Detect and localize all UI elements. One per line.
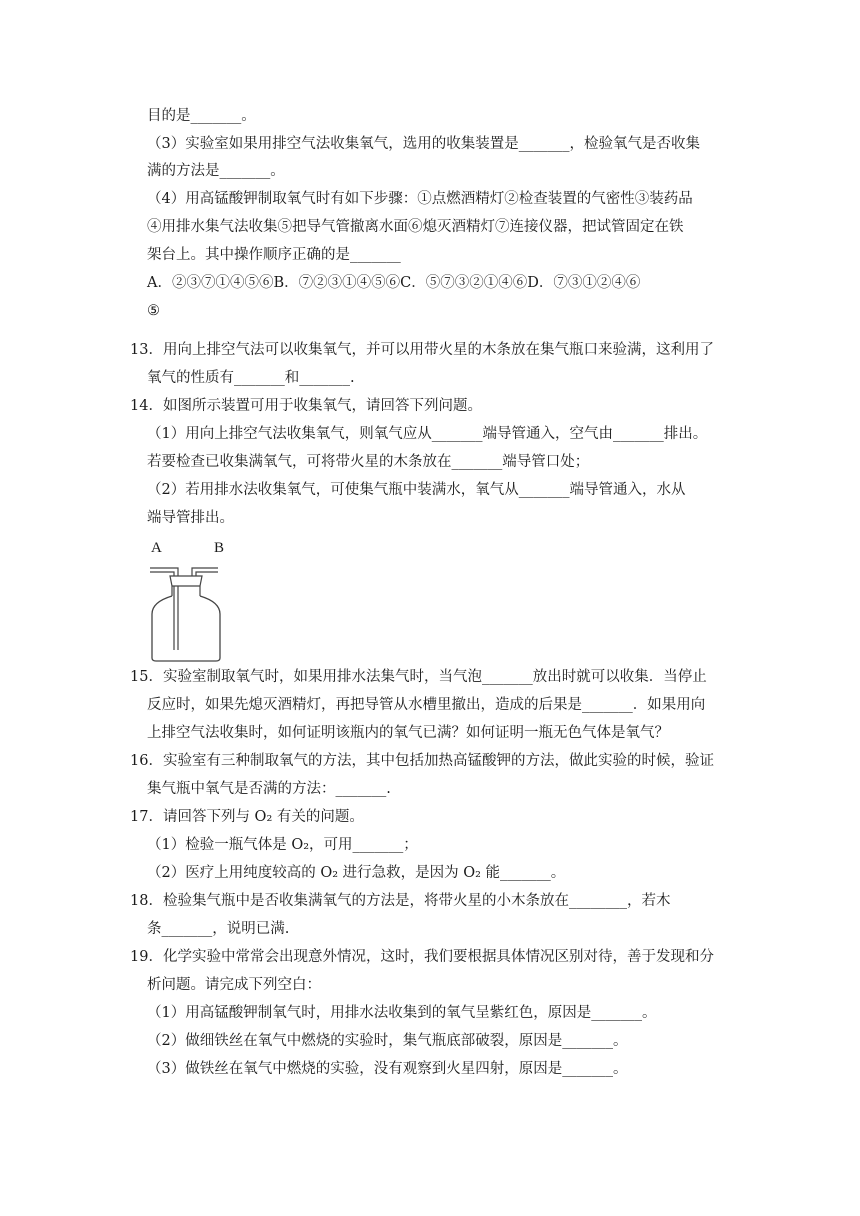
text-line-q12-l1: 目的是_______。	[147, 108, 256, 124]
text-line-q14-1a: （1）用向上排空气法收集氧气，则氧气应从_______端导管通入，空气由_______排出。	[147, 426, 708, 442]
text-line-q12-4a: （4）用高锰酸钾制取氧气时有如下步骤：①点燃酒精灯②检查装置的气密性③装药品	[147, 191, 693, 207]
text-line-q15-c: 上排空气法收集时，如何证明该瓶内的氧气已满？如何证明一瓶无色气体是氧气？	[147, 725, 669, 741]
text-line-q19-b: 析问题。请完成下列空白：	[147, 977, 321, 993]
text-line-q12-opts: A．②③⑦①④⑤⑥B．⑦②③①④⑤⑥C．⑤⑦③②①④⑥D．⑦③①②④⑥	[147, 275, 641, 291]
text-line-q19-1: （1）用高锰酸钾制氧气时，用排水法收集到的氧气呈紫红色，原因是_______。	[147, 1005, 657, 1021]
text-line-q19-2: （2）做细铁丝在氧气中燃烧的实验时，集气瓶底部破裂，原因是_______。	[147, 1033, 628, 1049]
text-line-q17-1: （1）检验一瓶气体是 O₂，可用_______；	[147, 837, 418, 853]
text-line-q14-1b: 若要检查已收集满氧气，可将带火星的木条放在_______端导管口处；	[147, 454, 590, 470]
label-a: A	[151, 540, 162, 556]
text-line-q12-opts2: ⑤	[147, 303, 160, 319]
text-line-q19-a: 19．化学实验中常常会出现意外情况，这时，我们要根据具体情况区别对待，善于发现和分	[130, 949, 714, 965]
text-line-q12-3a: （3）实验室如果用排空气法收集氧气，选用的收集装置是_______，检验氧气是否收集	[147, 136, 700, 152]
text-line-q14-2a: （2）若用排水法收集氧气，可使集气瓶中装满水，氧气从_______端导管通入，水从	[147, 482, 686, 498]
text-line-q12-3b: 满的方法是_______。	[147, 163, 285, 179]
text-line-q15-a: 15．实验室制取氧气时，如果用排水法集气时，当气泡_______放出时就可以收集．当停止	[130, 669, 707, 685]
text-line-q14-2b: 端导管排出。	[147, 510, 234, 526]
text-line-q17-2: （2）医疗上用纯度较高的 O₂ 进行急救，是因为 O₂ 能_______。	[147, 865, 566, 881]
bottle-drawing	[148, 540, 228, 662]
text-line-q19-3: （3）做铁丝在氧气中燃烧的实验，没有观察到火星四射，原因是_______。	[147, 1061, 628, 1077]
text-line-q18-a: 18．检验集气瓶中是否收集满氧气的方法是，将带火星的小木条放在________，若木	[130, 893, 671, 909]
text-line-q18-b: 条_______，说明已满.	[147, 921, 290, 937]
text-line-q16-a: 16．实验室有三种制取氧气的方法，其中包括加热高锰酸钾的方法，做此实验的时候，验证	[130, 753, 714, 769]
text-line-q17-a: 17．请回答下列与 O₂ 有关的问题。	[130, 809, 364, 825]
text-line-q16-b: 集气瓶中氧气是否满的方法：_______.	[147, 781, 391, 797]
text-line-q14-a: 14．如图所示装置可用于收集氧气，请回答下列问题。	[130, 398, 482, 414]
text-line-q13-b: 氧气的性质有_______和_______.	[147, 370, 355, 386]
label-b: B	[214, 540, 225, 556]
text-line-q12-4b: ④用排水集气法收集⑤把导气管撤离水面⑥熄灭酒精灯⑦连接仪器，把试管固定在铁	[147, 219, 684, 235]
text-line-q13-a: 13．用向上排空气法可以收集氧气，并可以用带火星的木条放在集气瓶口来验满，这利用了	[130, 342, 714, 358]
text-line-q15-b: 反应时，如果先熄灭酒精灯，再把导管从水槽里撤出，造成的后果是_______．如果用向	[147, 697, 706, 713]
gas-collecting-bottle-figure	[148, 540, 228, 662]
text-line-q12-4c: 架台上。其中操作顺序正确的是_______	[147, 247, 401, 263]
